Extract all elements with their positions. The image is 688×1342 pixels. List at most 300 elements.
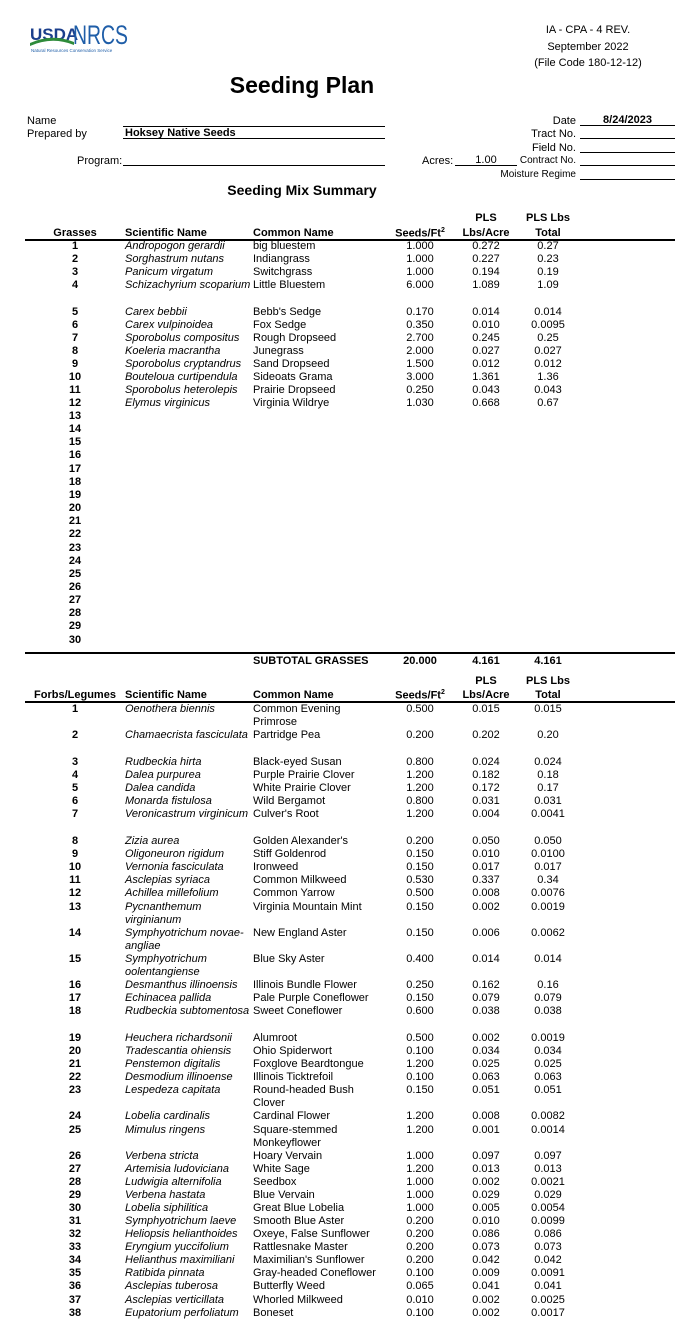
row-number: 25 (68, 567, 82, 580)
grass-row (0, 358, 688, 371)
seeds-per-ft2: 0.800 (406, 795, 434, 807)
common-name: Black-eyed Susan (253, 756, 342, 768)
seeds-per-ft2: 0.200 (406, 835, 434, 847)
pls-lbs-total: 0.23 (537, 253, 559, 265)
pls-lbs-acre: 0.008 (472, 887, 500, 899)
common-name: Maximilian's Sunflower (253, 1254, 365, 1266)
seeds-per-ft2: 0.200 (406, 729, 434, 741)
seeds-per-ft2: 1.000 (406, 253, 434, 265)
grass-row (0, 253, 688, 266)
pls-lbs-acre: 0.002 (472, 1176, 500, 1188)
pls-lbs-total: 0.073 (534, 1241, 562, 1253)
scientific-name: Lespedeza capitata (125, 1084, 221, 1096)
pls-lbs-total: 0.014 (534, 306, 562, 318)
seeds-per-ft2: 0.100 (406, 1267, 434, 1279)
scientific-name: Chamaecrista fasciculata (125, 729, 248, 741)
forb-row (0, 769, 688, 782)
common-name: New England Aster (253, 927, 347, 939)
seeds-per-ft2: 1.030 (406, 397, 434, 409)
forb-common-header: Common Name (253, 689, 334, 701)
field-label: Field No. (531, 142, 576, 154)
pls-lbs-acre: 0.202 (472, 729, 500, 741)
pls-lbs-acre: 0.038 (472, 1005, 500, 1017)
grass-empty-row (0, 634, 688, 647)
row-number: 27 (68, 594, 82, 607)
common-name: Blue Vervain (253, 1189, 315, 1201)
grass-seeds-header (390, 227, 450, 240)
acres-field[interactable]: 1.00 (455, 154, 517, 166)
grass-empty-row (0, 581, 688, 594)
field-field[interactable] (580, 141, 675, 153)
row-number: 13 (68, 901, 82, 913)
row-number: 8 (71, 345, 79, 357)
pls-lbs-total: 0.027 (534, 345, 562, 357)
row-number: 27 (68, 1163, 82, 1175)
name-label: Name (27, 115, 57, 127)
nrcs-logo-text: NRCS (73, 20, 128, 50)
pls-lbs-total: 0.031 (534, 795, 562, 807)
forb-row (0, 835, 688, 848)
prepared-by-label: Prepared by (27, 128, 87, 140)
moisture-field[interactable] (580, 168, 675, 180)
pls-lbs-total: 0.015 (534, 703, 562, 715)
pls-lbs-total: 0.024 (534, 756, 562, 768)
pls-lbs-acre: 0.017 (472, 861, 500, 873)
grass-subtotal-pls: 4.161 (472, 655, 500, 667)
form-id: IA - CPA - 4 REV. (545, 24, 631, 36)
grass-empty-row (0, 607, 688, 620)
pls-lbs-acre: 0.013 (472, 1163, 500, 1175)
pls-lbs-acre: 0.025 (472, 1058, 500, 1070)
common-name: Square-stemmed (253, 1124, 338, 1136)
seeds-per-ft2: 1.200 (406, 1163, 434, 1175)
row-number: 26 (68, 1150, 82, 1162)
usda-nrcs-logo (30, 18, 130, 56)
pls-lbs-acre: 0.001 (472, 1124, 500, 1136)
seeds-per-ft2: 2.000 (406, 345, 434, 357)
contract-field[interactable] (580, 154, 675, 166)
forb-row (0, 1280, 688, 1293)
grass-empty-row (0, 410, 688, 423)
grass-empty-row (0, 515, 688, 528)
scientific-name: Desmanthus illinoensis (125, 979, 238, 991)
seeds-per-ft2: 1.000 (406, 1176, 434, 1188)
row-number: 23 (68, 541, 82, 554)
pls-lbs-acre: 0.043 (472, 384, 500, 396)
revision-date: September 2022 (547, 40, 629, 53)
scientific-name: Symphyotrichum laeve (125, 1215, 237, 1227)
scientific-name: Sporobolus heterolepis (125, 384, 238, 396)
pls-lbs-total: 0.0021 (531, 1176, 565, 1188)
seeds-per-ft2: 0.200 (406, 1241, 434, 1253)
pls-lbs-acre: 0.194 (472, 266, 500, 278)
forb-row (0, 1110, 688, 1123)
row-number: 17 (68, 462, 82, 475)
row-number: 33 (68, 1241, 82, 1253)
seeding-mix-summary-title: Seeding Mix Summary (227, 182, 377, 198)
seeds-per-ft2: 0.200 (406, 1254, 434, 1266)
pls-lbs-total: 1.36 (537, 371, 559, 383)
scientific-name: Asclepias tuberosa (125, 1280, 218, 1292)
grass-total-header-bot: Total (535, 227, 561, 239)
row-number: 12 (68, 397, 82, 409)
pls-lbs-acre: 0.182 (472, 769, 500, 781)
pls-lbs-total: 0.097 (534, 1150, 562, 1162)
scientific-name: Sporobolus cryptandrus (125, 358, 242, 370)
grass-row (0, 306, 688, 319)
pls-lbs-acre: 0.002 (472, 901, 500, 913)
common-name: Partridge Pea (253, 729, 321, 741)
forb-total-header-top: PLS Lbs (525, 675, 570, 687)
row-number: 1 (71, 703, 79, 715)
grass-pls-header-top: PLS (475, 212, 497, 224)
date-label: Date (552, 115, 576, 127)
pls-lbs-acre: 0.668 (472, 397, 500, 409)
pls-lbs-acre: 0.005 (472, 1202, 500, 1214)
row-number: 12 (68, 887, 82, 899)
row-number: 13 (68, 410, 82, 422)
row-number: 24 (68, 1110, 82, 1122)
pls-lbs-total: 0.041 (534, 1280, 562, 1292)
forb-row (0, 795, 688, 808)
scientific-name: Eupatorium perfoliatum (125, 1307, 239, 1319)
row-number: 9 (71, 358, 79, 370)
common-name: White Prairie Clover (253, 782, 351, 794)
scientific-name-cont: oolentangiense (125, 966, 200, 978)
grass-empty-row (0, 502, 688, 515)
row-number: 22 (68, 528, 82, 541)
row-number: 1 (71, 240, 79, 252)
common-name: Virginia Wildrye (253, 397, 330, 409)
seeds-per-ft2: 1.500 (406, 358, 434, 370)
forb-row (0, 1124, 688, 1149)
scientific-name: Schizachyrium scoparium (125, 279, 251, 291)
scientific-name: Zizia aurea (125, 835, 180, 847)
pls-lbs-total: 0.18 (537, 769, 559, 781)
common-name: Oxeye, False Sunflower (253, 1228, 370, 1240)
row-number: 4 (71, 769, 79, 781)
common-name: Butterfly Weed (253, 1280, 325, 1292)
common-name: Indiangrass (253, 253, 310, 265)
common-name-cont: Monkeyflower (253, 1137, 321, 1149)
forb-row (0, 1307, 688, 1320)
pls-lbs-total: 0.029 (534, 1189, 562, 1201)
scientific-name: Veronicastrum virginicum (125, 808, 249, 820)
seeds-per-ft2: 0.150 (406, 861, 434, 873)
scientific-name: Sporobolus compositus (125, 332, 240, 344)
pls-lbs-total: 0.086 (534, 1228, 562, 1240)
scientific-name: Lobelia siphilitica (125, 1202, 209, 1214)
row-number: 25 (68, 1124, 82, 1136)
common-name: Golden Alexander's (253, 835, 349, 847)
pls-lbs-total: 0.0025 (531, 1294, 565, 1306)
common-name: Little Bluestem (253, 279, 326, 291)
forb-row (0, 953, 688, 978)
seeds-per-ft2: 0.150 (406, 1084, 434, 1096)
pls-lbs-acre: 0.031 (472, 795, 500, 807)
row-number: 5 (71, 306, 79, 318)
scientific-name: Andropogon gerardii (125, 240, 225, 252)
seeds-per-ft2: 0.010 (406, 1294, 434, 1306)
pls-lbs-total: 0.0019 (531, 1032, 565, 1044)
pls-lbs-total: 0.012 (534, 358, 562, 370)
grass-group-header: Grasses (53, 227, 97, 239)
row-number: 26 (68, 580, 82, 593)
row-number: 5 (71, 782, 79, 794)
scientific-name: Rudbeckia hirta (125, 756, 202, 768)
row-number: 10 (68, 861, 82, 873)
row-number: 37 (68, 1294, 82, 1306)
forb-row (0, 1071, 688, 1084)
program-label: Program: (77, 155, 123, 167)
page-title: Seeding Plan (229, 72, 375, 98)
row-number: 21 (68, 1058, 82, 1070)
pls-lbs-acre: 0.086 (472, 1228, 500, 1240)
common-name: White Sage (253, 1163, 310, 1175)
scientific-name: Monarda fistulosa (125, 795, 212, 807)
pls-lbs-acre: 0.097 (472, 1150, 500, 1162)
row-number: 24 (68, 554, 82, 567)
seeds-per-ft2: 1.000 (406, 240, 434, 252)
seeds-per-ft2: 1.000 (406, 1189, 434, 1201)
grass-empty-row (0, 436, 688, 449)
row-number: 38 (68, 1307, 82, 1319)
forb-row (0, 1005, 688, 1018)
grass-row (0, 319, 688, 332)
forb-row (0, 848, 688, 861)
seeds-per-ft2: 1.200 (406, 1124, 434, 1136)
seeds-per-ft2: 0.100 (406, 1045, 434, 1057)
pls-lbs-total: 0.0091 (531, 1267, 565, 1279)
forb-row (0, 1150, 688, 1163)
grass-row (0, 371, 688, 384)
pls-lbs-total: 0.0100 (531, 848, 565, 860)
common-name: Purple Prairie Clover (253, 769, 355, 781)
program-field[interactable] (123, 154, 385, 166)
row-number: 32 (68, 1228, 82, 1240)
scientific-name: Eryngium yuccifolium (125, 1241, 229, 1253)
pls-lbs-acre: 0.006 (472, 927, 500, 939)
seeds-per-ft2: 0.500 (406, 703, 434, 715)
row-number: 2 (71, 729, 79, 741)
pls-lbs-acre: 0.063 (472, 1071, 500, 1083)
forb-seeds-header-sup: 2 (440, 689, 445, 696)
scientific-name: Koeleria macrantha (125, 345, 221, 357)
scientific-name: Oenothera biennis (125, 703, 215, 715)
scientific-name: Symphyotrichum novae- (125, 927, 244, 939)
seeds-per-ft2: 0.200 (406, 1215, 434, 1227)
pls-lbs-total: 0.034 (534, 1045, 562, 1057)
pls-lbs-acre: 0.009 (472, 1267, 500, 1279)
forb-row (0, 1163, 688, 1176)
row-number: 19 (68, 488, 82, 501)
grass-empty-row (0, 476, 688, 489)
row-number: 14 (68, 927, 82, 939)
seeds-per-ft2: 0.200 (406, 1228, 434, 1240)
grass-empty-row (0, 555, 688, 568)
forb-row (0, 1084, 688, 1109)
seeds-per-ft2: 1.200 (406, 782, 434, 794)
pls-lbs-total: 0.0076 (531, 887, 565, 899)
row-number: 4 (71, 279, 79, 291)
seeds-per-ft2: 0.100 (406, 1071, 434, 1083)
common-name: big bluestem (253, 240, 316, 252)
grass-row (0, 397, 688, 410)
scientific-name: Carex vulpinoidea (125, 319, 214, 331)
forb-row (0, 703, 688, 728)
grass-row (0, 345, 688, 358)
forb-row (0, 1045, 688, 1058)
common-name: Gray-headed Coneflower (253, 1267, 376, 1279)
seeds-per-ft2: 0.400 (406, 953, 434, 965)
grass-empty-row (0, 594, 688, 607)
grass-empty-row (0, 449, 688, 462)
common-name: Illinois Ticktrefoil (253, 1071, 334, 1083)
scientific-name: Bouteloua curtipendula (125, 371, 238, 383)
grass-row (0, 384, 688, 397)
pls-lbs-acre: 0.002 (472, 1307, 500, 1319)
pls-lbs-acre: 1.089 (472, 279, 500, 291)
scientific-name: Symphyotrichum (125, 953, 207, 965)
seeds-per-ft2: 1.200 (406, 769, 434, 781)
row-number: 6 (71, 795, 79, 807)
seeds-per-ft2: 3.000 (406, 371, 434, 383)
seeds-per-ft2: 0.150 (406, 901, 434, 913)
common-name: Pale Purple Coneflower (253, 992, 369, 1004)
grass-seeds-header-text: Seeds/Ft (395, 227, 441, 240)
scientific-name: Verbena stricta (125, 1150, 199, 1162)
row-number: 19 (68, 1032, 82, 1044)
forb-row (0, 1215, 688, 1228)
grass-empty-row (0, 463, 688, 476)
grass-empty-row (0, 423, 688, 436)
pls-lbs-total: 0.042 (534, 1254, 562, 1266)
seeds-per-ft2: 0.500 (406, 887, 434, 899)
seeds-per-ft2: 0.100 (406, 1307, 434, 1319)
scientific-name: Ludwigia alternifolia (125, 1176, 222, 1188)
acres-label: Acres: (422, 155, 454, 167)
forb-pls-header-bot: Lbs/Acre (462, 689, 510, 701)
pls-lbs-total: 0.0041 (531, 808, 565, 820)
seeds-per-ft2: 0.150 (406, 992, 434, 1004)
common-name: Prairie Dropseed (253, 384, 336, 396)
pls-lbs-acre: 0.034 (472, 1045, 500, 1057)
common-name: Whorled Milkweed (253, 1294, 343, 1306)
grass-row (0, 240, 688, 253)
seeds-per-ft2: 2.700 (406, 332, 434, 344)
pls-lbs-acre: 0.004 (472, 808, 500, 820)
pls-lbs-acre: 0.029 (472, 1189, 500, 1201)
row-number: 36 (68, 1280, 82, 1292)
pls-lbs-total: 0.0082 (531, 1110, 565, 1122)
pls-lbs-acre: 0.162 (472, 979, 500, 991)
common-name: Sand Dropseed (253, 358, 330, 370)
forb-row (0, 887, 688, 900)
row-number: 30 (68, 633, 82, 646)
scientific-name: Elymus virginicus (125, 397, 210, 409)
pls-lbs-total: 0.014 (534, 953, 562, 965)
pls-lbs-acre: 0.079 (472, 992, 500, 1004)
row-number: 3 (71, 266, 79, 278)
row-number: 34 (68, 1254, 82, 1266)
seeds-per-ft2: 0.600 (406, 1005, 434, 1017)
date-field[interactable]: 8/24/2023 (580, 114, 675, 126)
pls-lbs-total: 0.050 (534, 835, 562, 847)
common-name: Seedbox (253, 1176, 297, 1188)
scientific-name: Penstemon digitalis (125, 1058, 221, 1070)
pls-lbs-total: 0.25 (537, 332, 559, 344)
row-number: 17 (68, 992, 82, 1004)
seeds-per-ft2: 1.000 (406, 1150, 434, 1162)
common-name: Wild Bergamot (253, 795, 326, 807)
scientific-name-cont: virginianum (125, 914, 182, 926)
row-number: 8 (71, 835, 79, 847)
grass-empty-row (0, 528, 688, 541)
contract-label: Contract No. (519, 155, 576, 166)
pls-lbs-acre: 0.272 (472, 240, 500, 252)
pls-lbs-acre: 0.172 (472, 782, 500, 794)
forb-row (0, 1202, 688, 1215)
row-number: 15 (68, 436, 82, 449)
prepared-by-field[interactable]: Hoksey Native Seeds (123, 127, 385, 139)
seeds-per-ft2: 0.065 (406, 1280, 434, 1292)
pls-lbs-total: 0.0054 (531, 1202, 565, 1214)
seeds-per-ft2: 0.150 (406, 848, 434, 860)
row-number: 31 (68, 1215, 82, 1227)
row-number: 7 (71, 332, 79, 344)
name-field[interactable] (123, 115, 385, 127)
scientific-name: Heliopsis helianthoides (125, 1228, 238, 1240)
grass-total-header-top: PLS Lbs (525, 212, 570, 224)
seeds-per-ft2: 0.150 (406, 927, 434, 939)
grass-subtotal-rule (25, 652, 675, 654)
grass-row (0, 279, 688, 292)
common-name: Ironweed (253, 861, 299, 873)
scientific-name: Dalea candida (125, 782, 196, 794)
common-name: Fox Sedge (253, 319, 307, 331)
tract-field[interactable] (580, 127, 675, 139)
grass-pls-header-bot: Lbs/Acre (462, 227, 510, 239)
common-name: Blue Sky Aster (253, 953, 325, 965)
row-number: 7 (71, 808, 79, 820)
scientific-name: Achillea millefolium (125, 887, 219, 899)
common-name: Junegrass (253, 345, 304, 357)
common-name: Common Yarrow (253, 887, 335, 899)
scientific-name: Echinacea pallida (125, 992, 212, 1004)
pls-lbs-total: 0.017 (534, 861, 562, 873)
forb-seeds-header-text: Seeds/Ft (395, 689, 441, 702)
seeds-per-ft2: 0.800 (406, 756, 434, 768)
forb-seeds-header (390, 689, 450, 702)
tract-label: Tract No. (531, 128, 576, 140)
forb-row (0, 861, 688, 874)
scientific-name: Sorghastrum nutans (125, 253, 225, 265)
file-code: (File Code 180-12-12) (534, 57, 642, 69)
pls-lbs-total: 0.0095 (531, 319, 565, 331)
forb-row (0, 1241, 688, 1254)
forb-row (0, 927, 688, 952)
pls-lbs-total: 0.038 (534, 1005, 562, 1017)
nrcs-tagline: Natural Resources Conservation Service (31, 48, 113, 53)
row-number: 9 (71, 848, 79, 860)
pls-lbs-acre: 0.010 (472, 319, 500, 331)
common-name: Foxglove Beardtongue (253, 1058, 364, 1070)
scientific-name: Verbena hastata (125, 1189, 206, 1201)
pls-lbs-total: 0.0062 (531, 927, 565, 939)
common-name: Switchgrass (253, 266, 313, 278)
pls-lbs-total: 0.063 (534, 1071, 562, 1083)
row-number: 18 (68, 1005, 82, 1017)
